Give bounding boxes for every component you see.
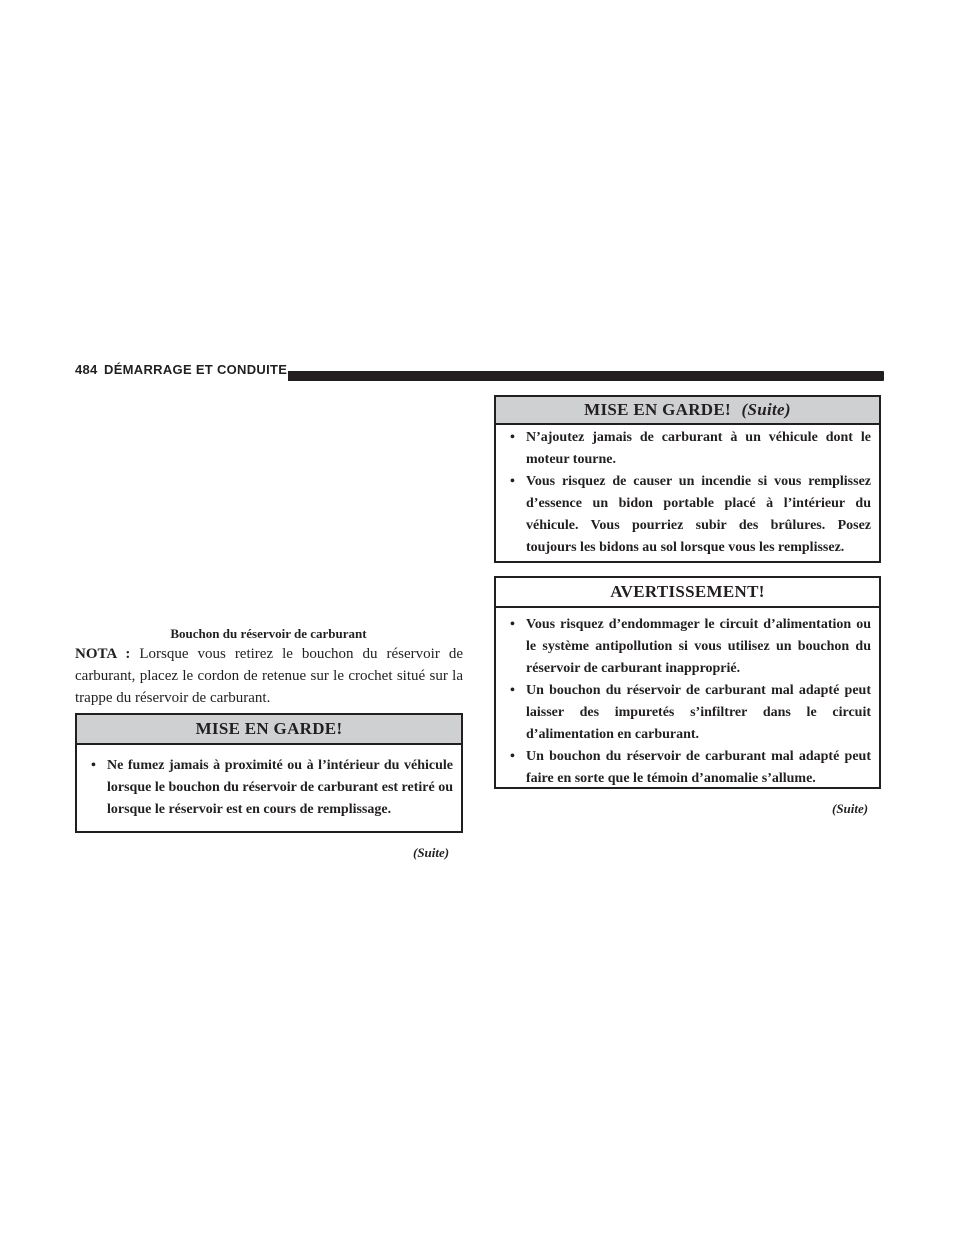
warning-item-text: Vous risquez d’endommager le circuit d’alimentation ou le système antipollution si vous utilisez un bouchon du réservoir de carburant inapproprié.	[526, 617, 871, 676]
warning-item-text: Ne fumez jamais à proximité ou à l’intérieur du véhicule lorsque le bouchon du réservoir de carburant est retiré ou lorsque le réservoir est en cours de remplissage.	[107, 758, 453, 817]
header-rule	[288, 371, 884, 381]
nota-text: Lorsque vous retirez le bouchon du réservoir de carburant, placez le cordon de retenue sur le crochet situé sur la trappe du réservoir de carburant.	[75, 646, 463, 706]
page-number: 484	[75, 362, 98, 377]
bullet-icon: •	[510, 683, 515, 698]
warning-item	[504, 746, 871, 790]
warning-item-text: N’ajoutez jamais de carburant à un véhicule dont le moteur tourne.	[526, 430, 871, 467]
continued-label-right: (Suite)	[832, 801, 869, 816]
warning-item-text: Un bouchon du réservoir de carburant mal adapté peut faire en sorte que le témoin d’anomalie s’allume.	[526, 749, 871, 786]
bullet-icon: •	[510, 617, 515, 632]
bullet-icon: •	[91, 758, 96, 773]
bullet-icon: •	[510, 474, 515, 489]
figure-caption: Bouchon du réservoir de carburant	[170, 626, 367, 641]
warning-item	[504, 427, 871, 471]
mise-en-garde-heading-1	[77, 715, 461, 745]
nota-paragraph	[75, 643, 463, 709]
warning-item	[504, 680, 871, 746]
mise-en-garde-box-2	[494, 395, 881, 563]
mise-en-garde-title-suffix: (Suite)	[741, 400, 791, 419]
avertissement-box	[494, 576, 881, 789]
warning-item	[85, 755, 453, 821]
avertissement-title: AVERTISSEMENT!	[610, 582, 765, 601]
warning-item-text: Vous risquez de causer un incendie si vous remplissez d’essence un bidon portable placé à l’intérieur du véhicule. Vous pourriez subir des brûlures. Posez toujours les bidons au sol lorsque vous les remplissez.	[526, 474, 871, 555]
warning-item	[504, 614, 871, 680]
mise-en-garde-heading-2	[496, 397, 879, 425]
nota-label: NOTA :	[75, 646, 131, 662]
mise-en-garde-box-1	[75, 713, 463, 833]
avertissement-heading	[496, 578, 879, 608]
warning-item-text: Un bouchon du réservoir de carburant mal adapté peut laisser des impuretés s’infiltrer dans le circuit d’alimentation en carburant.	[526, 683, 871, 742]
section-title: DÉMARRAGE ET CONDUITE	[104, 362, 288, 377]
page-header	[75, 362, 884, 386]
mise-en-garde-title-1: MISE EN GARDE!	[195, 719, 343, 738]
continued-label-left: (Suite)	[413, 845, 450, 860]
fuel-cap-figure	[75, 400, 462, 620]
warning-item	[504, 471, 871, 559]
bullet-icon: •	[510, 430, 515, 445]
bullet-icon: •	[510, 749, 515, 764]
mise-en-garde-title-2: MISE EN GARDE!	[584, 400, 731, 419]
